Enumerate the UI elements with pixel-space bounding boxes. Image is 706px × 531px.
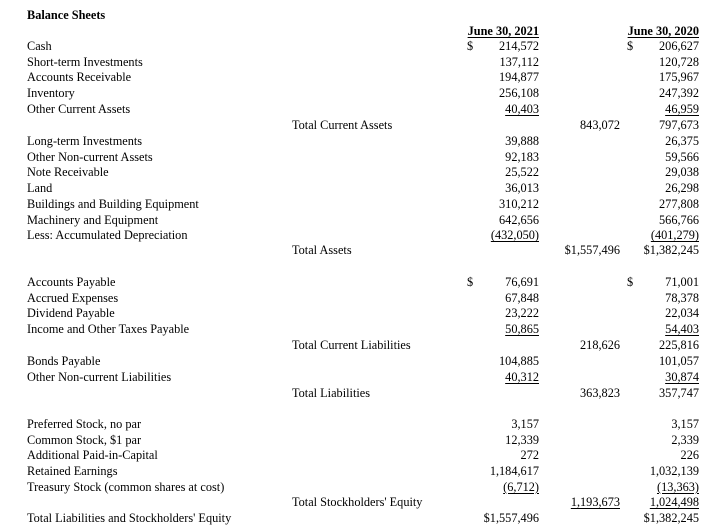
line-item-label: Buildings and Building Equipment xyxy=(27,196,199,211)
line-item-value-2020: 59,566 xyxy=(665,149,699,164)
total-liabilities-label: Total Liabilities xyxy=(292,386,371,400)
line-item-value-2020: 226 xyxy=(680,448,699,463)
line-item-value-2021: 92,183 xyxy=(505,149,539,164)
column-header-2020: June 30, 2020 xyxy=(627,24,699,38)
line-item-value-2021: 1,184,617 xyxy=(489,464,539,479)
line-item-value-2020: 2,339 xyxy=(671,432,699,447)
total-current-assets-value-2021: 843,072 xyxy=(580,118,620,132)
line-item-value-2020 xyxy=(627,39,699,55)
line-item-value-2020: 3,157 xyxy=(671,417,699,431)
line-item-label: Short-term Investments xyxy=(27,54,143,69)
currency-symbol: $ xyxy=(467,39,474,53)
total-current-assets-value-2020: 797,673 xyxy=(659,118,699,132)
line-item-label: Accounts Receivable xyxy=(27,70,132,85)
line-item-value-2021: 642,656 xyxy=(499,212,539,227)
total-stockholders-equity-label: Total Stockholders' Equity xyxy=(292,495,423,509)
line-item-value-2021: 3,157 xyxy=(511,417,539,431)
line-item-value-2020: (13,363) xyxy=(656,479,699,494)
line-item-value-2021 xyxy=(467,39,539,55)
line-item-label: Bonds Payable xyxy=(27,354,101,368)
line-item-value-2021: 36,013 xyxy=(505,181,539,196)
total-current-liabilities-label: Total Current Liabilities xyxy=(292,338,411,352)
line-item-label: Income and Other Taxes Payable xyxy=(27,322,190,337)
currency-symbol: $ xyxy=(627,39,634,53)
line-item-value-2021: 256,108 xyxy=(499,86,539,101)
column-header-2021: June 30, 2021 xyxy=(467,24,539,38)
line-item-value-2021: 12,339 xyxy=(505,432,539,447)
line-item-value-2021: 67,848 xyxy=(505,290,539,305)
line-item-value-2021: 25,522 xyxy=(505,165,539,180)
currency-symbol: $ xyxy=(467,275,474,289)
line-item-value-2020: 29,038 xyxy=(665,165,699,180)
total-liabilities-and-equity-label: Total Liabilities and Stockholders' Equity xyxy=(27,511,232,525)
line-item-value-2020: 247,392 xyxy=(659,86,699,101)
line-item-value-2021: (432,050) xyxy=(490,228,539,243)
line-item-label: Other Current Assets xyxy=(27,101,131,116)
line-item-value-2020: 175,967 xyxy=(659,70,699,85)
line-item-value-2020: 30,874 xyxy=(665,369,699,384)
line-item-value-2021: 310,212 xyxy=(499,196,539,211)
line-item-label: Less: Accumulated Depreciation xyxy=(27,228,188,243)
line-item-value-2021 xyxy=(467,275,539,291)
line-item-value-2020: 1,032,139 xyxy=(649,464,699,479)
line-item-value-2021: 50,865 xyxy=(505,322,539,337)
total-assets-value-2020: $1,382,245 xyxy=(643,243,699,257)
line-item-value-2020: 22,034 xyxy=(665,306,699,321)
line-item-value-2020 xyxy=(627,275,699,291)
total-current-liabilities-value-2021: 218,626 xyxy=(580,338,620,352)
line-item-label: Accrued Expenses xyxy=(27,290,119,305)
line-item-label: Note Receivable xyxy=(27,165,109,180)
line-item-label: Dividend Payable xyxy=(27,306,115,321)
line-item-label: Machinery and Equipment xyxy=(27,212,159,227)
line-item-label: Cash xyxy=(27,39,52,53)
line-item-label: Other Non-current Assets xyxy=(27,149,153,164)
total-assets-value-2021: $1,557,496 xyxy=(564,243,620,257)
total-liabilities-value-2020: 357,747 xyxy=(659,386,699,400)
line-item-label: Other Non-current Liabilities xyxy=(27,369,172,384)
line-item-value-2021: 272 xyxy=(520,448,539,463)
value: 76,691 xyxy=(505,275,539,289)
line-item-value-2021: (6,712) xyxy=(503,479,539,494)
line-item-value-2020: 277,808 xyxy=(659,196,699,211)
total-liabilities-value-2021: 363,823 xyxy=(580,386,620,400)
line-item-value-2021: 104,885 xyxy=(499,354,539,368)
line-item-value-2020: 101,057 xyxy=(659,354,699,368)
line-item-label: Retained Earnings xyxy=(27,464,118,479)
line-item-value-2021: 40,403 xyxy=(505,101,539,116)
line-item-value-2020: 54,403 xyxy=(665,322,699,337)
total-current-assets-label: Total Current Assets xyxy=(292,118,393,132)
line-item-value-2020: 78,378 xyxy=(665,290,699,305)
line-item-label: Preferred Stock, no par xyxy=(27,417,142,431)
total-stockholders-equity-value-2020: 1,024,498 xyxy=(649,495,699,509)
line-item-label: Common Stock, $1 par xyxy=(27,432,142,447)
line-item-value-2020: 26,375 xyxy=(665,134,699,148)
line-item-value-2021: 137,112 xyxy=(499,54,539,69)
total-assets-label: Total Assets xyxy=(292,243,352,257)
line-item-value-2020: 120,728 xyxy=(659,54,699,69)
line-item-value-2021: 40,312 xyxy=(505,369,539,384)
line-item-label: Accounts Payable xyxy=(27,275,116,289)
line-item-value-2020: (401,279) xyxy=(650,228,699,243)
total-current-liabilities-value-2020: 225,816 xyxy=(659,338,699,352)
line-item-label: Inventory xyxy=(27,86,75,101)
line-item-label: Long-term Investments xyxy=(27,134,143,148)
line-item-value-2020: 26,298 xyxy=(665,181,699,196)
line-item-label: Treasury Stock (common shares at cost) xyxy=(27,479,225,494)
currency-symbol: $ xyxy=(627,275,634,289)
total-liabilities-and-equity-value-2021: $1,557,496 xyxy=(483,511,539,525)
line-item-value-2020: 46,959 xyxy=(665,101,699,116)
value: 71,001 xyxy=(665,275,699,289)
line-item-label: Land xyxy=(27,181,53,196)
line-item-label: Additional Paid-in-Capital xyxy=(27,448,158,463)
line-item-value-2021: 23,222 xyxy=(505,306,539,321)
line-item-value-2020: 566,766 xyxy=(659,212,699,227)
total-liabilities-and-equity-value-2020: $1,382,245 xyxy=(643,511,699,525)
line-item-value-2021: 194,877 xyxy=(499,70,539,85)
sheet-title: Balance Sheets xyxy=(27,8,106,22)
total-stockholders-equity-value-2021: 1,193,673 xyxy=(570,495,620,509)
line-item-value-2021: 39,888 xyxy=(505,134,539,148)
value: 214,572 xyxy=(499,39,539,53)
value: 206,627 xyxy=(659,39,699,53)
